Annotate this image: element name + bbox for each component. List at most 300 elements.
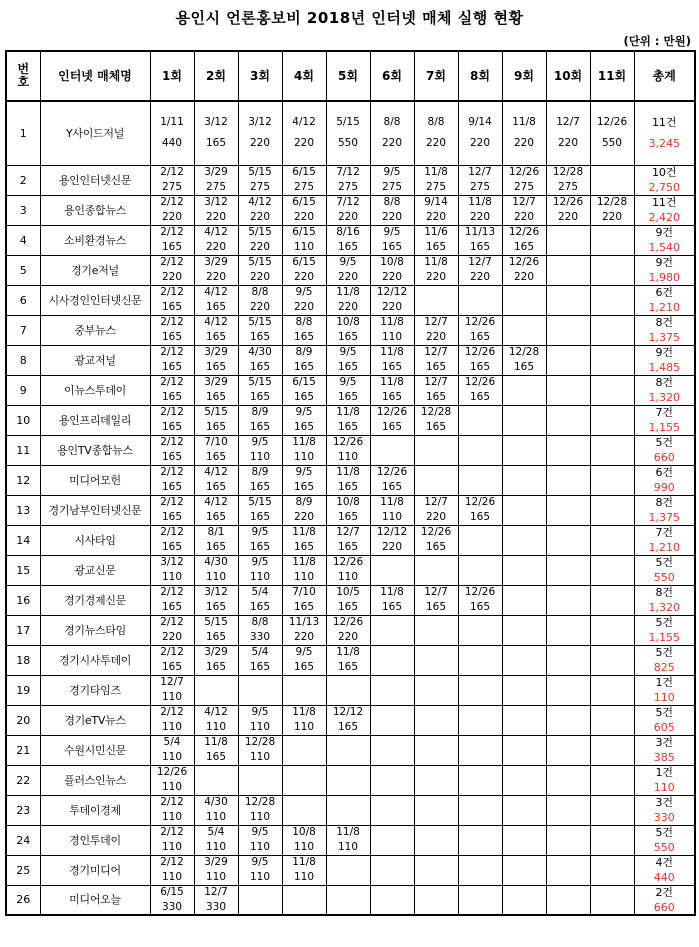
media-name: 용인인터넷신문 — [40, 165, 150, 195]
round-date: 12/7 — [424, 376, 448, 388]
round-amount: 220 — [337, 271, 359, 283]
round-amount: 275 — [469, 181, 491, 193]
round-cell — [150, 255, 194, 285]
round-date: 12/12 — [332, 706, 364, 718]
round-date: 2/12 — [160, 496, 184, 508]
round-cell — [590, 165, 634, 195]
row-number: 9 — [6, 375, 40, 405]
total-count: 5건 — [655, 826, 674, 839]
round-date: 2/12 — [160, 646, 184, 658]
total-count: 11건 — [651, 116, 677, 130]
round-cell — [150, 555, 194, 585]
round-cell — [150, 375, 194, 405]
row-number: 14 — [6, 525, 40, 555]
round-amount: 110 — [293, 571, 315, 583]
total-amount: 385 — [653, 751, 675, 764]
round-amount: 165 — [337, 361, 359, 373]
round-cell — [370, 225, 414, 255]
media-name: 중부뉴스 — [40, 315, 150, 345]
round-amount: 440 — [161, 137, 183, 150]
round-cell — [326, 375, 370, 405]
round-amount: 220 — [425, 331, 447, 343]
round-cell — [370, 101, 414, 165]
round-date: 12/26 — [464, 376, 496, 388]
round-cell — [590, 285, 634, 315]
round-date: 7/10 — [204, 436, 228, 448]
round-cell — [502, 435, 546, 465]
round-date: 10/8 — [380, 256, 404, 268]
round-amount: 165 — [337, 721, 359, 733]
round-cell — [502, 615, 546, 645]
round-amount: 165 — [205, 541, 227, 553]
round-cell — [546, 885, 590, 915]
round-date: 9/14 — [424, 196, 448, 208]
round-date: 9/5 — [295, 286, 313, 298]
table-row — [6, 101, 695, 165]
round-amount: 165 — [381, 241, 403, 253]
round-amount: 165 — [293, 361, 315, 373]
round-cell — [282, 405, 326, 435]
total-count: 5건 — [655, 616, 674, 629]
round-cell — [590, 585, 634, 615]
round-cell — [458, 195, 502, 225]
round-date: 4/12 — [204, 316, 228, 328]
total-cell — [634, 705, 695, 735]
round-date: 6/15 — [292, 256, 316, 268]
round-cell — [590, 795, 634, 825]
round-cell — [370, 825, 414, 855]
round-amount: 165 — [425, 421, 447, 433]
round-amount: 220 — [337, 211, 359, 223]
table-row — [6, 705, 695, 735]
total-amount: 990 — [653, 481, 675, 494]
round-cell — [502, 795, 546, 825]
round-date: 9/5 — [251, 856, 269, 868]
round-date: 2/12 — [160, 706, 184, 718]
round-cell — [414, 525, 458, 555]
round-amount: 110 — [161, 721, 183, 733]
round-date: 12/28 — [420, 406, 452, 418]
round-date: 9/5 — [251, 706, 269, 718]
round-date: 2/12 — [160, 196, 184, 208]
total-count: 5건 — [655, 646, 674, 659]
round-date: 2/12 — [160, 256, 184, 268]
round-date: 6/15 — [292, 226, 316, 238]
row-number: 12 — [6, 465, 40, 495]
round-date: 9/5 — [251, 556, 269, 568]
round-cell — [502, 405, 546, 435]
round-amount: 220 — [293, 271, 315, 283]
round-amount: 110 — [161, 781, 183, 793]
round-cell — [590, 255, 634, 285]
round-cell — [370, 345, 414, 375]
round-cell — [458, 225, 502, 255]
total-cell — [634, 495, 695, 525]
round-cell — [194, 555, 238, 585]
round-amount: 165 — [205, 631, 227, 643]
round-date: 2/12 — [160, 166, 184, 178]
round-date: 12/26 — [464, 586, 496, 598]
table-row — [6, 645, 695, 675]
round-cell — [194, 465, 238, 495]
round-cell — [370, 885, 414, 915]
total-amount: 660 — [653, 451, 675, 464]
round-cell — [194, 765, 238, 795]
media-name: 경기eTV뉴스 — [40, 705, 150, 735]
round-amount: 165 — [205, 751, 227, 763]
round-cell — [414, 735, 458, 765]
round-cell — [150, 615, 194, 645]
round-cell — [546, 765, 590, 795]
round-amount: 220 — [293, 137, 315, 150]
round-cell — [238, 345, 282, 375]
round-cell — [590, 615, 634, 645]
round-date: 5/4 — [163, 736, 181, 748]
media-name: 용인종합뉴스 — [40, 195, 150, 225]
round-date: 8/8 — [427, 116, 445, 129]
round-cell — [326, 165, 370, 195]
round-cell — [458, 165, 502, 195]
round-date: 2/12 — [160, 226, 184, 238]
round-cell — [194, 645, 238, 675]
total-cell — [634, 465, 695, 495]
header-no-part: 번 — [17, 62, 30, 76]
round-amount: 165 — [161, 661, 183, 673]
round-cell — [414, 885, 458, 915]
round-amount: 220 — [249, 137, 271, 150]
round-cell — [238, 495, 282, 525]
row-number: 11 — [6, 435, 40, 465]
table-row — [6, 675, 695, 705]
row-number: 6 — [6, 285, 40, 315]
round-date: 12/26 — [464, 496, 496, 508]
round-date: 8/8 — [251, 616, 269, 628]
round-cell — [282, 555, 326, 585]
row-number: 16 — [6, 585, 40, 615]
round-cell — [326, 795, 370, 825]
header-round: 10회 — [546, 51, 590, 101]
round-amount: 165 — [337, 481, 359, 493]
table-row — [6, 465, 695, 495]
table-row — [6, 165, 695, 195]
table-row — [6, 405, 695, 435]
round-cell — [238, 675, 282, 705]
round-cell — [546, 675, 590, 705]
table-row — [6, 255, 695, 285]
row-number: 10 — [6, 405, 40, 435]
media-expense-table — [5, 50, 696, 916]
round-cell — [370, 405, 414, 435]
round-amount: 165 — [337, 601, 359, 613]
row-number: 1 — [6, 101, 40, 165]
round-amount: 110 — [161, 841, 183, 853]
round-date: 5/15 — [248, 316, 272, 328]
table-row — [6, 555, 695, 585]
round-amount: 220 — [425, 137, 447, 150]
round-cell — [326, 495, 370, 525]
media-name: 플러스인뉴스 — [40, 765, 150, 795]
round-cell — [502, 675, 546, 705]
round-amount: 220 — [293, 301, 315, 313]
total-count: 8건 — [655, 586, 674, 599]
round-cell — [458, 101, 502, 165]
round-date: 12/26 — [508, 256, 540, 268]
table-row — [6, 765, 695, 795]
round-cell — [238, 765, 282, 795]
round-cell — [194, 795, 238, 825]
round-cell — [194, 585, 238, 615]
round-amount: 330 — [161, 900, 183, 913]
round-date: 11/8 — [424, 166, 448, 178]
media-name: 경기경제신문 — [40, 585, 150, 615]
row-number: 19 — [6, 675, 40, 705]
round-amount: 165 — [205, 391, 227, 403]
total-cell — [634, 525, 695, 555]
round-amount: 550 — [601, 137, 623, 150]
header-round: 11회 — [590, 51, 634, 101]
round-amount: 165 — [381, 601, 403, 613]
round-amount: 165 — [293, 391, 315, 403]
round-cell — [458, 855, 502, 885]
total-cell — [634, 645, 695, 675]
round-amount: 165 — [161, 421, 183, 433]
round-cell — [546, 255, 590, 285]
media-name: 미디어모헌 — [40, 465, 150, 495]
round-cell — [150, 435, 194, 465]
round-date: 4/30 — [204, 796, 228, 808]
round-cell — [414, 765, 458, 795]
round-cell — [414, 405, 458, 435]
round-date: 3/29 — [204, 166, 228, 178]
round-cell — [590, 885, 634, 915]
round-cell — [326, 855, 370, 885]
row-number: 20 — [6, 705, 40, 735]
round-cell — [502, 825, 546, 855]
round-date: 12/26 — [332, 436, 364, 448]
total-amount: 1,155 — [648, 631, 680, 644]
round-amount: 220 — [469, 211, 491, 223]
media-name: 시사타임 — [40, 525, 150, 555]
round-date: 8/9 — [295, 496, 313, 508]
round-cell — [590, 465, 634, 495]
table-row — [6, 585, 695, 615]
round-date: 2/12 — [160, 586, 184, 598]
round-cell — [282, 885, 326, 915]
total-cell — [634, 435, 695, 465]
round-date: 8/1 — [207, 526, 225, 538]
round-cell — [370, 165, 414, 195]
round-cell — [194, 495, 238, 525]
round-cell — [238, 795, 282, 825]
row-number: 26 — [6, 885, 40, 915]
total-cell — [634, 885, 695, 915]
round-amount: 165 — [205, 601, 227, 613]
round-cell — [150, 495, 194, 525]
round-cell — [326, 315, 370, 345]
round-cell — [150, 101, 194, 165]
total-count: 4건 — [655, 856, 674, 869]
round-cell — [238, 315, 282, 345]
round-date: 5/15 — [248, 376, 272, 388]
total-cell — [634, 375, 695, 405]
round-date: 11/8 — [336, 646, 360, 658]
round-cell — [282, 315, 326, 345]
round-cell — [238, 165, 282, 195]
round-amount: 220 — [293, 631, 315, 643]
round-date: 12/28 — [596, 196, 628, 208]
round-amount: 165 — [337, 331, 359, 343]
table-row — [6, 615, 695, 645]
round-cell — [414, 195, 458, 225]
round-amount: 110 — [205, 841, 227, 853]
total-amount: 660 — [653, 900, 675, 914]
header-round: 4회 — [282, 51, 326, 101]
round-cell — [546, 225, 590, 255]
round-amount: 165 — [249, 601, 271, 613]
total-count: 5건 — [655, 556, 674, 569]
round-amount: 275 — [425, 181, 447, 193]
round-date: 12/7 — [424, 586, 448, 598]
round-amount: 165 — [469, 241, 491, 253]
round-date: 12/26 — [332, 556, 364, 568]
round-amount: 275 — [161, 181, 183, 193]
round-date: 12/7 — [160, 676, 184, 688]
round-cell — [414, 315, 458, 345]
round-amount: 165 — [381, 391, 403, 403]
header-no-part: 호 — [17, 75, 30, 89]
media-name: 경기e저널 — [40, 255, 150, 285]
round-cell — [458, 285, 502, 315]
round-cell — [458, 315, 502, 345]
header-round: 8회 — [458, 51, 502, 101]
round-date: 7/10 — [292, 586, 316, 598]
round-date: 8/8 — [251, 286, 269, 298]
round-cell — [370, 255, 414, 285]
round-cell — [414, 375, 458, 405]
round-date: 12/26 — [464, 316, 496, 328]
round-date: 11/8 — [468, 196, 492, 208]
round-amount: 220 — [425, 271, 447, 283]
round-cell — [326, 705, 370, 735]
header-round: 7회 — [414, 51, 458, 101]
round-date: 11/8 — [292, 526, 316, 538]
row-number: 13 — [6, 495, 40, 525]
media-name: 경기타임즈 — [40, 675, 150, 705]
round-cell — [194, 855, 238, 885]
round-date: 7/12 — [336, 166, 360, 178]
media-name: 투데이경제 — [40, 795, 150, 825]
round-amount: 165 — [161, 511, 183, 523]
round-cell — [282, 705, 326, 735]
round-cell — [458, 435, 502, 465]
header-round: 1회 — [150, 51, 194, 101]
round-cell — [590, 675, 634, 705]
round-cell — [238, 645, 282, 675]
total-cell — [634, 315, 695, 345]
round-date: 3/12 — [248, 116, 272, 129]
round-amount: 110 — [205, 571, 227, 583]
round-cell — [546, 405, 590, 435]
round-amount: 165 — [293, 331, 315, 343]
round-cell — [458, 825, 502, 855]
round-cell — [414, 585, 458, 615]
round-cell — [590, 645, 634, 675]
round-cell — [370, 375, 414, 405]
round-date: 5/15 — [248, 166, 272, 178]
round-date: 12/26 — [376, 466, 408, 478]
round-cell — [326, 735, 370, 765]
round-date: 3/29 — [204, 346, 228, 358]
round-amount: 165 — [161, 241, 183, 253]
round-date: 11/8 — [512, 116, 536, 129]
round-amount: 165 — [205, 481, 227, 493]
round-cell — [150, 855, 194, 885]
total-cell — [634, 585, 695, 615]
round-cell — [282, 375, 326, 405]
media-name: 용인TV종합뉴스 — [40, 435, 150, 465]
round-date: 11/8 — [292, 436, 316, 448]
media-name: 경기뉴스타임 — [40, 615, 150, 645]
media-name: 용인프리데일리 — [40, 405, 150, 435]
round-amount: 165 — [249, 661, 271, 673]
round-cell — [150, 735, 194, 765]
round-date: 4/12 — [204, 466, 228, 478]
round-cell — [282, 765, 326, 795]
round-amount: 165 — [513, 241, 535, 253]
round-amount: 165 — [161, 301, 183, 313]
round-date: 4/12 — [204, 706, 228, 718]
round-cell — [458, 555, 502, 585]
total-count: 2건 — [655, 885, 674, 899]
round-amount: 165 — [469, 601, 491, 613]
round-amount: 110 — [249, 451, 271, 463]
row-number: 5 — [6, 255, 40, 285]
round-date: 12/26 — [508, 166, 540, 178]
round-date: 11/8 — [380, 376, 404, 388]
round-cell — [458, 795, 502, 825]
round-cell — [150, 675, 194, 705]
round-cell — [282, 525, 326, 555]
round-cell — [370, 285, 414, 315]
round-cell — [150, 225, 194, 255]
round-amount: 165 — [337, 511, 359, 523]
total-count: 1건 — [655, 766, 674, 779]
round-amount: 220 — [337, 301, 359, 313]
round-cell — [546, 795, 590, 825]
total-cell — [634, 675, 695, 705]
round-cell — [326, 465, 370, 495]
round-date: 11/8 — [380, 316, 404, 328]
round-cell — [458, 705, 502, 735]
round-cell — [150, 705, 194, 735]
round-cell — [150, 285, 194, 315]
round-cell — [590, 405, 634, 435]
round-cell — [150, 195, 194, 225]
round-date: 9/5 — [295, 406, 313, 418]
table-row — [6, 195, 695, 225]
round-amount: 220 — [381, 211, 403, 223]
round-cell — [502, 765, 546, 795]
round-amount: 220 — [205, 211, 227, 223]
round-cell — [370, 795, 414, 825]
round-cell — [326, 195, 370, 225]
round-cell — [194, 735, 238, 765]
round-cell — [502, 495, 546, 525]
round-cell — [458, 765, 502, 795]
round-cell — [502, 375, 546, 405]
round-cell — [326, 255, 370, 285]
round-date: 12/26 — [156, 766, 188, 778]
